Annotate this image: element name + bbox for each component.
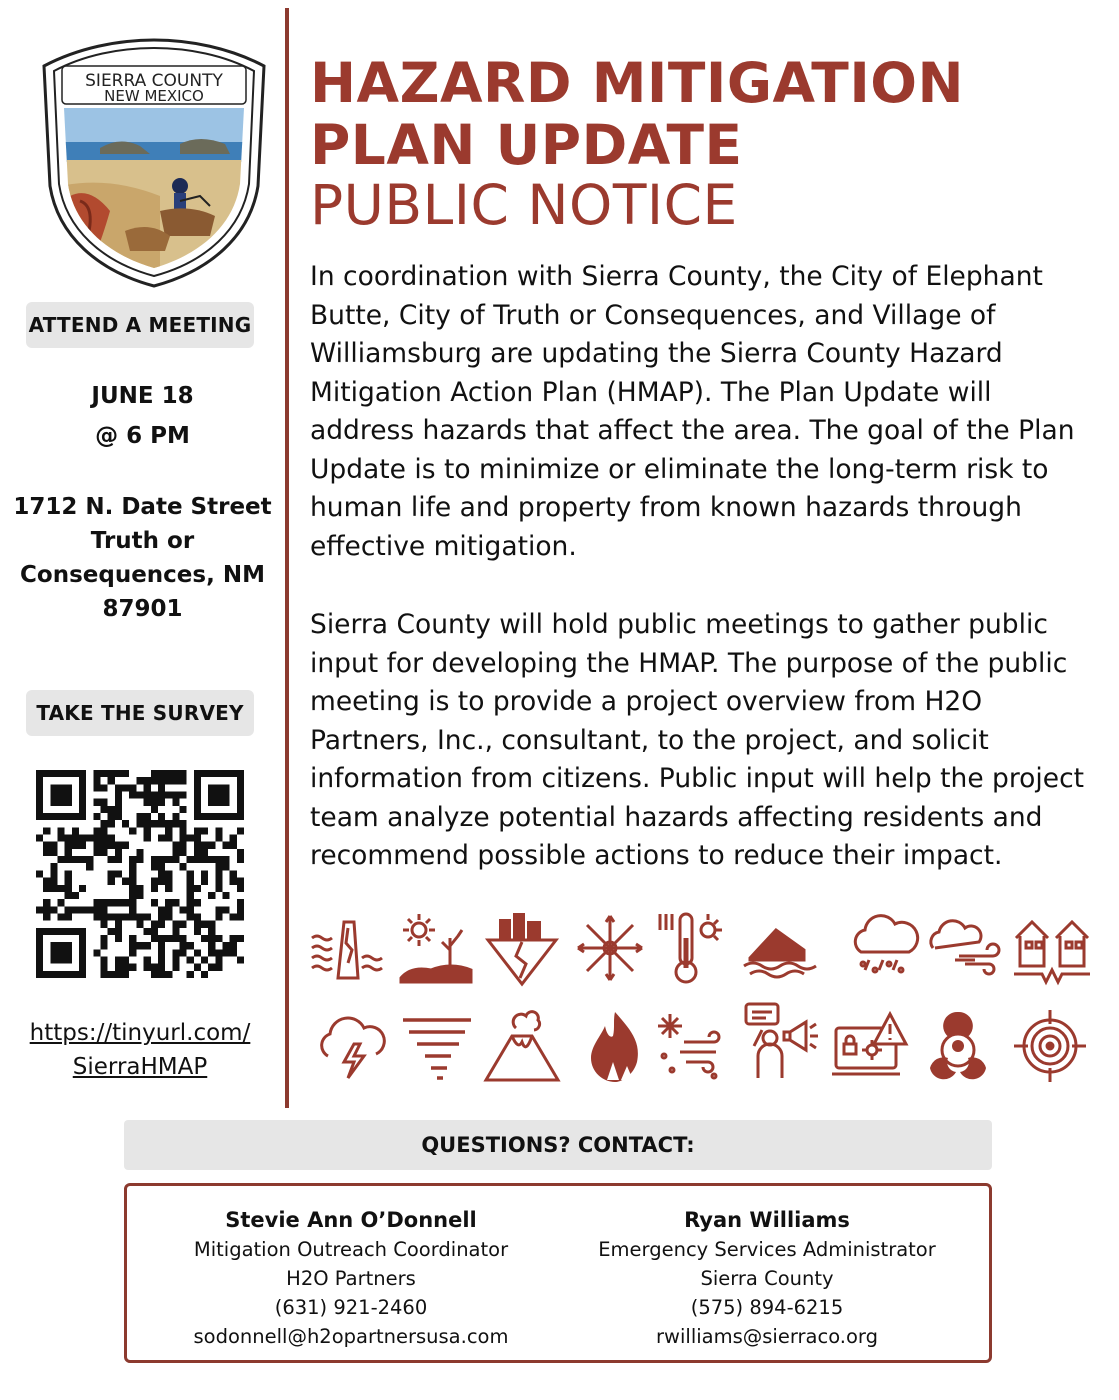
contact-title: Emergency Services Administrator xyxy=(598,1238,936,1261)
survey-link-line: https://tinyurl.com/ xyxy=(29,1020,251,1046)
seal-text-bottom: NEW MEXICO xyxy=(104,87,204,105)
title-line-2: PLAN UPDATE xyxy=(310,113,743,177)
contact-email[interactable]: rwilliams@sierraco.org xyxy=(656,1325,878,1348)
tornado-icon xyxy=(397,1006,477,1086)
wildfire-icon xyxy=(575,1006,655,1086)
cyber-attack-icon xyxy=(830,1006,910,1086)
contact-card xyxy=(141,1206,561,1351)
contact-email[interactable]: sodonnell@h2opartnersusa.com xyxy=(193,1325,509,1348)
sierra-county-seal xyxy=(40,36,268,288)
volcano-icon xyxy=(482,1006,562,1086)
vertical-divider xyxy=(285,8,289,1108)
address-line: 87901 xyxy=(102,596,183,622)
meeting-paragraph: Sierra County will hold public meetings to gather public input for developing the HMAP. The purpose of the public meeting is to provide a project overview from H2O Partners, Inc., consultant, to the project, and solicit information from citizens. Public input will help the project team analyze potential hazards affecting residents and recommend possible actions to reduce their impact. xyxy=(310,609,1085,871)
contact-phone[interactable]: (575) 894-6215 xyxy=(690,1296,844,1319)
title-line-1: HAZARD MITIGATION xyxy=(310,51,965,115)
contact-card xyxy=(557,1206,977,1351)
page-title xyxy=(310,52,964,176)
questions-heading: QUESTIONS? CONTACT: xyxy=(124,1120,992,1170)
address-line: 1712 N. Date Street xyxy=(13,494,272,520)
contact-org: Sierra County xyxy=(700,1267,834,1290)
extreme-heat-icon xyxy=(652,908,732,988)
meeting-time: @ 6 PM xyxy=(95,423,190,449)
survey-link-line: SierraHMAP xyxy=(72,1054,208,1080)
contact-box xyxy=(124,1183,992,1363)
earthquake-icon xyxy=(482,908,562,988)
land-subsidence-icon xyxy=(1012,908,1092,988)
page-subtitle: PUBLIC NOTICE xyxy=(310,173,738,237)
contact-phone[interactable]: (631) 921-2460 xyxy=(274,1296,428,1319)
winter-storm-icon xyxy=(650,1006,730,1086)
take-survey-badge: TAKE THE SURVEY xyxy=(26,690,254,736)
high-wind-icon xyxy=(925,908,1005,988)
contact-name: Ryan Williams xyxy=(684,1208,850,1232)
contact-title: Mitigation Outreach Coordinator xyxy=(193,1238,509,1261)
intro-paragraph: In coordination with Sierra County, the City of Elephant Butte, City of Truth or Consequences, and Village of Williamsburg are updating the Sierra County Hazard Mitigation Action Plan (HMAP). The Plan Update will address hazards that affect the area. The goal of the Plan Update is to minimize or eliminate the long-term risk to human life and property from known hazards through effective mitigation. xyxy=(310,261,1075,562)
expansive-soils-icon xyxy=(570,908,650,988)
meeting-date: JUNE 18 xyxy=(91,383,194,409)
address-line: Truth or xyxy=(90,528,195,554)
survey-link[interactable] xyxy=(0,1016,280,1084)
contact-org: H2O Partners xyxy=(286,1267,416,1290)
attend-meeting-badge: ATTEND A MEETING xyxy=(26,302,254,348)
terrorism-target-icon xyxy=(1010,1006,1090,1086)
dam-failure-icon xyxy=(308,908,388,988)
survey-qr-code[interactable] xyxy=(36,770,244,978)
civil-unrest-icon xyxy=(740,1000,820,1080)
drought-icon xyxy=(395,908,475,988)
biohazard-icon xyxy=(918,1006,998,1086)
lightning-icon xyxy=(312,1006,392,1086)
hail-icon xyxy=(845,908,925,988)
seal-text-top: SIERRA COUNTY xyxy=(85,71,223,91)
meeting-datetime xyxy=(0,376,285,456)
address-line: Consequences, NM xyxy=(20,562,265,588)
flood-icon xyxy=(740,908,820,988)
meeting-address xyxy=(0,490,285,626)
contact-name: Stevie Ann O’Donnell xyxy=(225,1208,477,1232)
